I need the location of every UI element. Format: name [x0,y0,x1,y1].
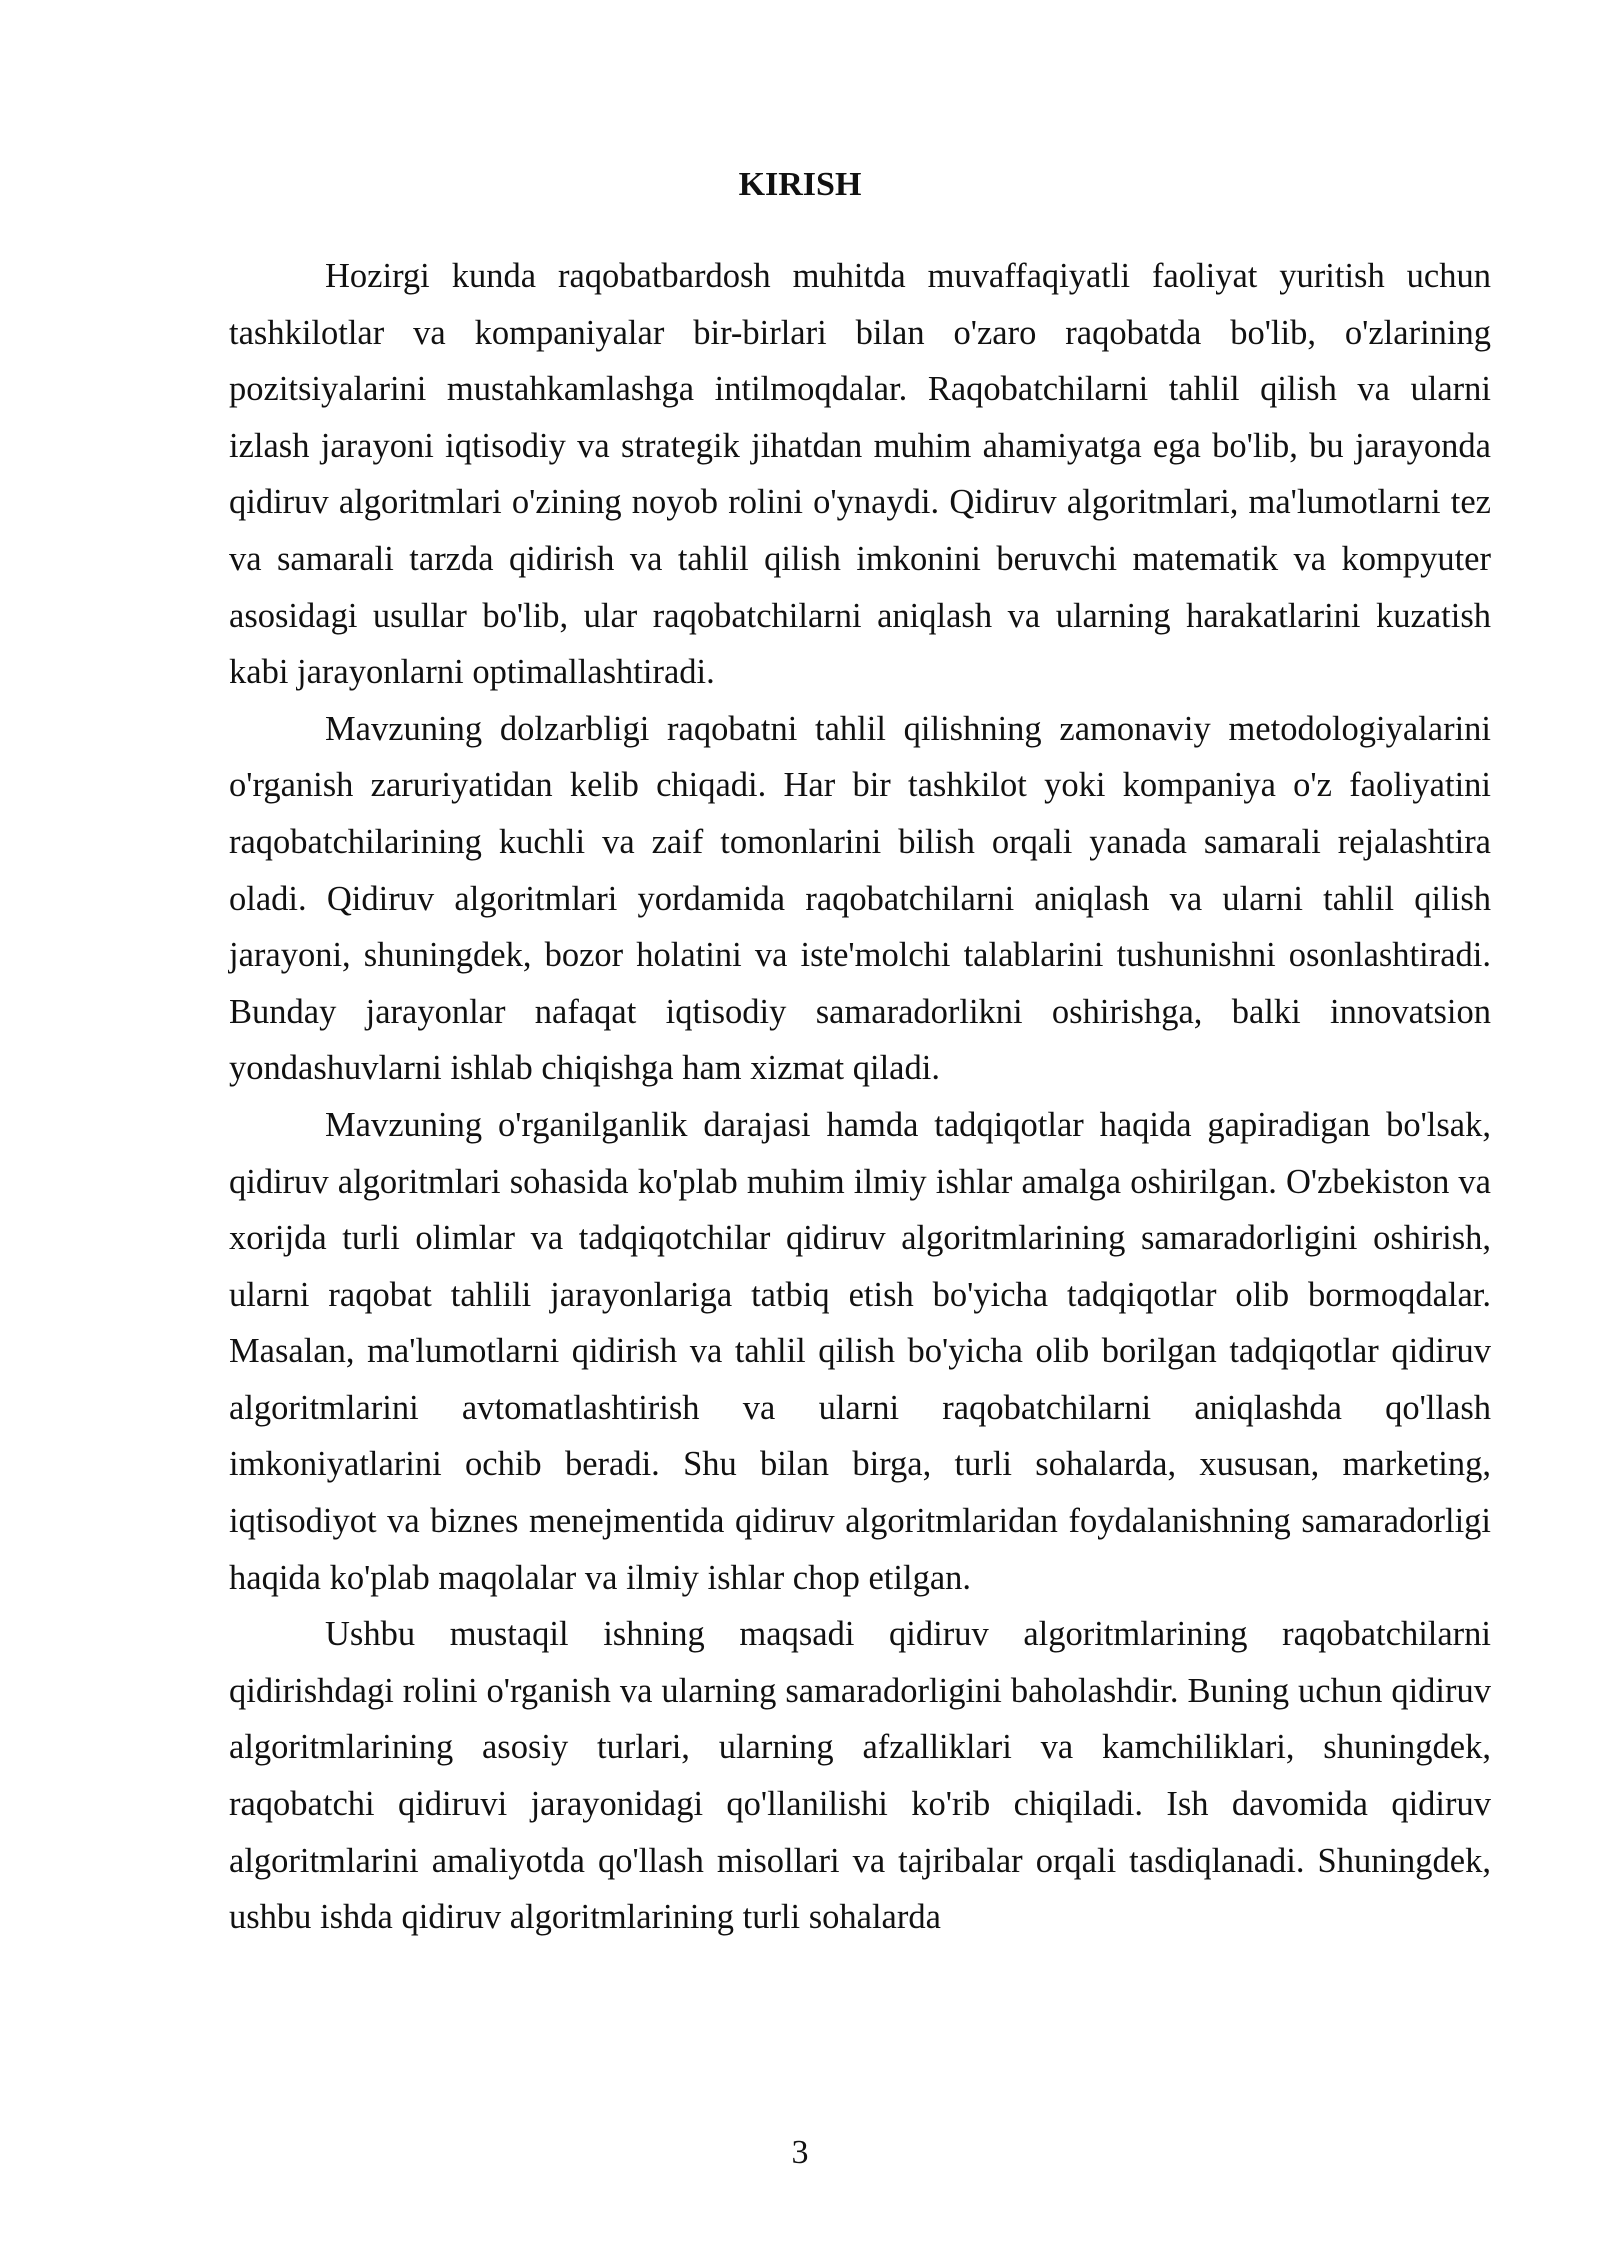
section-heading: KIRISH [738,166,862,203]
paragraph-relevance: Mavzuning dolzarbligi raqobatni tahlil qilishning zamonaviy metodologiyalarini o'rganish zaruriyatidan kelib chiqadi. Har bir tashkilot yoki kompaniya o'z faoliyatini raqobatchilarining kuchli va zaif tomonlarini bilish orqali yanada samarali rejalashtira oladi. Qidiruv algoritmlari yordamida raqobatchilarni aniqlash va ularni tahlil qilish jarayoni, shuningdek, bozor holatini va iste'molchi talablarini tushunishni osonlashtiradi. Bunday jarayonlar nafaqat iqtisodiy samaradorlikni oshirishga, balki innovatsion yondashuvlarni ishlab chiqishga ham xizmat qiladi. [229,709,1491,1088]
paragraph-literature-review: Mavzuning o'rganilganlik darajasi hamda tadqiqotlar haqida gapiradigan bo'lsak, qidiruv algoritmlari sohasida ko'plab muhim ilmiy ishlar amalga oshirilgan. O'zbekiston va xorijda turli olimlar va tadqiqotchilar qidiruv algoritmlarining samaradorligini oshirish, ularni raqobat tahlili jarayonlariga tatbiq etish bo'yicha tadqiqotlar olib bormoqdalar. Masalan, ma'lumotlarni qidirish va tahlil qilish bo'yicha olib borilgan tadqiqotlar qidiruv algoritmlarini avtomatlashtirish va ularni raqobatchilarni aniqlashda qo'llash imkoniyatlarini ochib beradi. Shu bilan birga, turli sohalarda, xususan, marketing, iqtisodiyot va biznes menejmentida qidiruv algoritmlaridan foydalanishning samaradorligi haqida ko'plab maqolalar va ilmiy ishlar chop etilgan. [229,1105,1491,1597]
page-number: 3 [791,2134,809,2171]
body-text [229,248,1491,1946]
paragraph-introduction: Hozirgi kunda raqobatbardosh muhitda muvaffaqiyatli faoliyat yuritish uchun tashkilotlar va kompaniyalar bir-birlari bilan o'zaro raqobatda bo'lib, o'zlarining pozitsiyalarini mustahkamlashga intilmoqdalar. Raqobatchilarni tahlil qilish va ularni izlash jarayoni iqtisodiy va strategik jihatdan muhim ahamiyatga ega bo'lib, bu jarayonda qidiruv algoritmlari o'zining noyob rolini o'ynaydi. Qidiruv algoritmlari, ma'lumotlarni tez va samarali tarzda qidirish va tahlil qilish imkonini beruvchi matematik va kompyuter asosidagi usullar bo'lib, ular raqobatchilarni aniqlash va ularning harakatlarini kuzatish kabi jarayonlarni optimallashtiradi. [229,257,1491,692]
paragraph-objective: Ushbu mustaqil ishning maqsadi qidiruv algoritmlarining raqobatchilarni qidirishdagi rolini o'rganish va ularning samaradorligini baholashdir. Buning uchun qidiruv algoritmlarining asosiy turlari, ularning afzalliklari va kamchiliklari, shuningdek, raqobatchi qidiruvi jarayonidagi qo'llanilishi ko'rib chiqiladi. Ish davomida qidiruv algoritmlarini amaliyotda qo'llash misollari va tajribalar orqali tasdiqlanadi. Shuningdek, ushbu ishda qidiruv algoritmlarining turli sohalarda [229,1615,1491,1937]
